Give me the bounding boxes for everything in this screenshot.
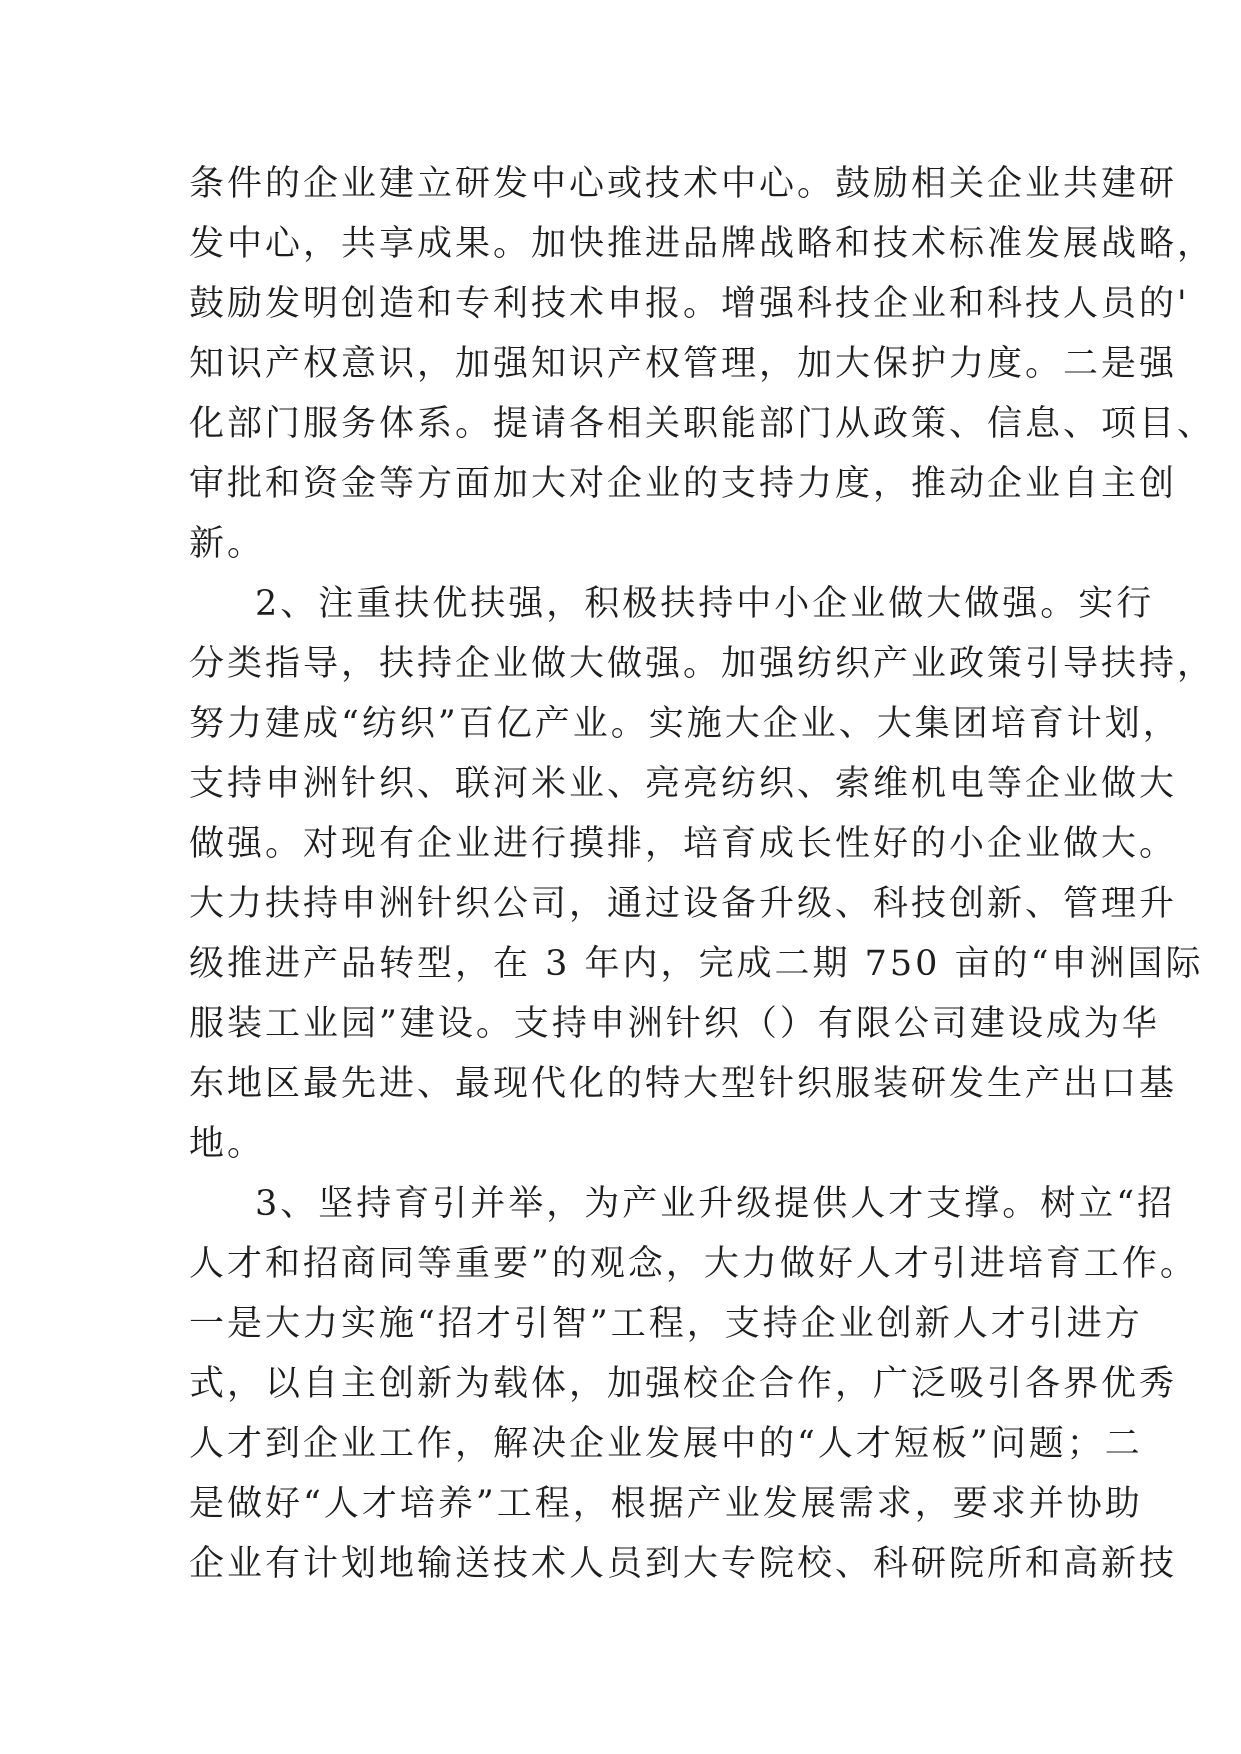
text-line: 地。 bbox=[189, 1124, 266, 1164]
text-line: 企业有计划地输送技术人员到大专院校、科研院所和高新技 bbox=[189, 1544, 1178, 1584]
text-line: 努力建成“纺织”百亿产业。实施大企业、大集团培育计划， bbox=[189, 704, 1181, 744]
text-line: 化部门服务体系。提请各相关职能部门从政策、信息、项目、 bbox=[189, 404, 1216, 444]
text-line: 人才和招商同等重要”的观念，大力做好人才引进培育工作。 bbox=[189, 1244, 1198, 1284]
text-line: 级推进产品转型，在 3 年内，完成二期 750 亩的“申洲国际 bbox=[189, 944, 1204, 984]
text-line: 式，以自主创新为载体，加强校企合作，广泛吸引各界优秀 bbox=[189, 1364, 1178, 1404]
text-line: 知识产权意识，加强知识产权管理，加大保护力度。二是强 bbox=[189, 344, 1178, 384]
paragraph-heading-line: 3、坚持育引并举，为产业升级提供人才支撑。树立“招 bbox=[255, 1184, 1176, 1224]
text-line: 是做好“人才培养”工程，根据产业发展需求，要求并协助 bbox=[189, 1484, 1143, 1524]
text-line: 人才到企业工作，解决企业发展中的“人才短板”问题；二 bbox=[189, 1424, 1143, 1464]
text-line: 条件的企业建立研发中心或技术中心。鼓励相关企业共建研 bbox=[189, 164, 1178, 204]
text-line: 一是大力实施“招才引智”工程，支持企业创新人才引进方 bbox=[189, 1304, 1143, 1344]
text-line: 审批和资金等方面加大对企业的支持力度，推动企业自主创 bbox=[189, 464, 1178, 504]
body-text bbox=[189, 154, 1216, 1594]
text-line: 分类指导，扶持企业做大做强。加强纺织产业政策引导扶持， bbox=[189, 644, 1216, 684]
paragraph-heading-line: 2、注重扶优扶强，积极扶持中小企业做大做强。实行 bbox=[255, 584, 1155, 624]
text-line: 东地区最先进、最现代化的特大型针织服装研发生产出口基 bbox=[189, 1064, 1178, 1104]
text-line: 支持申洲针织、联河米业、亮亮纺织、索维机电等企业做大 bbox=[189, 764, 1178, 804]
text-line: 大力扶持申洲针织公司，通过设备升级、科技创新、管理升 bbox=[189, 884, 1178, 924]
text-line: 做强。对现有企业进行摸排，培育成长性好的小企业做大。 bbox=[189, 824, 1178, 864]
text-line: 鼓励发明创造和专利技术申报。增强科技企业和科技人员的' bbox=[189, 284, 1190, 324]
text-line: 服装工业园”建设。支持申洲针织（）有限公司建设成为华 bbox=[189, 1004, 1160, 1044]
text-line: 发中心，共享成果。加快推进品牌战略和技术标准发展战略， bbox=[189, 224, 1216, 264]
text-line: 新。 bbox=[189, 524, 266, 564]
